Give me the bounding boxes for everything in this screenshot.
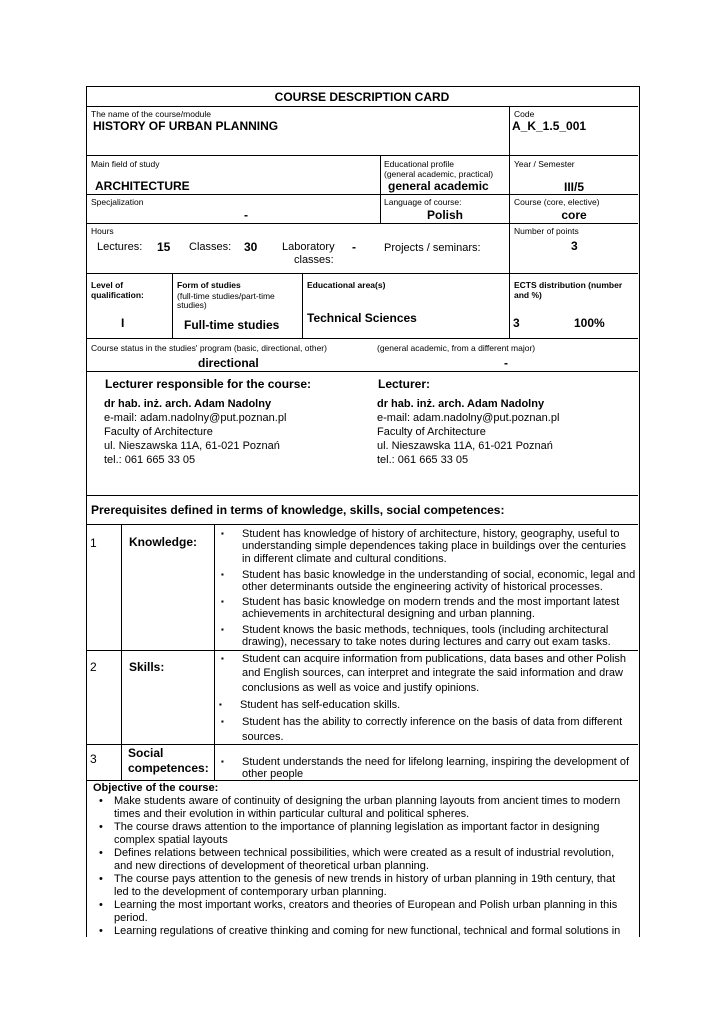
lecturer-responsible-phone: tel.: 061 665 33 05 [104, 454, 196, 466]
form-value: Full-time studies [184, 318, 280, 332]
divider [86, 371, 638, 372]
row-number: 1 [90, 536, 97, 550]
status-value: directional [198, 356, 259, 370]
lecturer-responsible-email: e-mail: adam.nadolny@put.poznan.pl [104, 412, 287, 424]
social-item-1: Student understands the need for lifelong learning, inspiring the development of [242, 756, 630, 768]
card-title: COURSE DESCRIPTION CARD [274, 90, 450, 104]
language-value: Polish [427, 208, 464, 222]
knowledge-item-3-line: achievements in architectural designing and urban planning. [242, 608, 535, 620]
lecturer-email: e-mail: adam.nadolny@put.poznan.pl [377, 412, 560, 424]
lecturer-heading: Lecturer: [378, 377, 431, 391]
bullet-icon: • [99, 795, 103, 807]
bullet-icon: ▪ [221, 570, 224, 579]
divider [302, 273, 303, 338]
laboratory-label: Laboratory [282, 241, 335, 253]
social-item-1-line: other people [242, 768, 304, 780]
ects-value: 3 [513, 316, 520, 330]
projects-label: Projects / seminars: [384, 242, 481, 254]
language-label: Language of course: [384, 197, 462, 207]
objective-item-2-line: complex spatial layouts [114, 834, 228, 846]
level-label: Level of [91, 280, 124, 290]
divider [172, 273, 173, 338]
bullet-icon: • [99, 821, 103, 833]
lecturer-responsible-name: dr hab. inż. arch. Adam Nadolny [104, 398, 272, 410]
knowledge-item-1-line: in different climate and cultural conditions. [242, 553, 447, 565]
classes-label: Classes: [189, 241, 232, 253]
area-value: Technical Sciences [307, 311, 417, 325]
skills-item-1-line: and English sources, can interpret and integrate the said information and draw [242, 667, 623, 679]
ects-label-2: and %) [514, 290, 542, 300]
bullet-icon: • [99, 847, 103, 859]
bullet-icon: ▪ [221, 757, 224, 766]
objective-item-5-line: period. [114, 912, 148, 924]
objective-item-2: The course draws attention to the importance of planning legislation as important factor in designing [114, 821, 600, 833]
level-value: I [121, 316, 125, 330]
course-name: HISTORY OF URBAN PLANNING [93, 119, 279, 133]
knowledge-item-3: Student has basic knowledge on modern trends and the most important latest [242, 596, 620, 608]
divider [86, 194, 638, 195]
year-label: Year / Semester [514, 159, 575, 169]
field-label: Main field of study [91, 159, 160, 169]
profile-value: general academic [388, 179, 489, 193]
code-label: Code [514, 109, 535, 119]
divider [509, 106, 510, 338]
bullet-icon: ▪ [221, 717, 224, 726]
divider [86, 495, 638, 496]
social-label-2: competences: [128, 761, 209, 775]
knowledge-item-1-line: understanding simple dependences taking place in buildings over the centuries [242, 540, 627, 552]
status-other-label: (general academic, from a different major) [377, 343, 536, 353]
lecturer-responsible-heading: Lecturer responsible for the course: [105, 377, 312, 391]
objective-item-5: Learning the most important works, creators and theories of European and Polish urban planning in this [114, 899, 618, 911]
skills-item-3: Student has the ability to correctly inference on the basis of data from different [242, 716, 623, 728]
laboratory-label-2: classes: [294, 254, 334, 266]
laboratory-value: - [352, 240, 356, 254]
divider [86, 155, 638, 156]
lecturer-faculty: Faculty of Architecture [377, 426, 486, 438]
classes-value: 30 [244, 240, 258, 254]
social-label: Social [128, 746, 164, 760]
divider [86, 650, 638, 651]
points-label: Number of points [514, 226, 579, 236]
form-label: Form of studies [177, 280, 241, 290]
profile-hint: (general academic, practical) [384, 169, 494, 179]
bullet-icon: ▪ [221, 529, 224, 538]
course-type-value: core [561, 208, 587, 222]
divider [214, 524, 215, 780]
ects-label: ECTS distribution (number [514, 280, 623, 290]
divider [86, 524, 638, 525]
knowledge-item-4-line: drawing), necessary to take notes during lectures and carry out exam tasks. [242, 636, 611, 648]
bullet-icon: • [99, 925, 103, 937]
knowledge-label: Knowledge: [129, 535, 197, 549]
objective-item-1-line: times and their evolution in within particular cultural and political spheres. [114, 808, 470, 820]
bullet-icon: ▪ [219, 700, 222, 709]
points-value: 3 [571, 239, 578, 253]
skills-label: Skills: [129, 660, 165, 674]
lectures-value: 15 [157, 240, 171, 254]
level-label-2: qualification: [91, 290, 144, 300]
row-number: 2 [90, 660, 97, 674]
skills-item-3-line: sources. [242, 731, 284, 743]
skills-item-1-line: conclusions as well as voice and justify opinions. [242, 682, 480, 694]
status-label: Course status in the studies' program (basic, directional, other) [91, 343, 327, 353]
hours-label: Hours [91, 226, 114, 236]
knowledge-item-1: Student has knowledge of history of architecture, history, geography, useful to [242, 528, 620, 540]
row-number: 3 [90, 752, 97, 766]
lectures-label: Lectures: [97, 241, 143, 253]
spec-value: - [244, 208, 248, 222]
divider [380, 155, 381, 223]
divider [86, 744, 638, 745]
area-label: Educational area(s) [307, 280, 386, 290]
lecturer-address: ul. Nieszawska 11A, 61-021 Poznań [377, 440, 553, 452]
form-hint-2: studies) [177, 300, 207, 310]
bullet-icon: ▪ [221, 625, 224, 634]
divider [86, 273, 638, 274]
spec-label: Specjalization [91, 197, 144, 207]
bullet-icon: ▪ [221, 597, 224, 606]
knowledge-item-4: Student knows the basic methods, techniques, tools (including architectural [242, 624, 609, 636]
course-type-label: Course (core, elective) [514, 197, 600, 207]
objective-item-4: The course pays attention to the genesis of new trends in history of urban planning in 19th century, that [114, 873, 616, 885]
bullet-icon: • [99, 899, 103, 911]
lecturer-phone: tel.: 061 665 33 05 [377, 454, 469, 466]
course-code: A_K_1.5_001 [512, 119, 587, 133]
knowledge-item-2-line: other determinants outside the engineering activity of historical processes. [242, 581, 603, 593]
divider [86, 780, 638, 781]
objective-item-3: Defines relations between technical possibilities, which were created as a result of industrial revolution, [114, 847, 615, 859]
status-other-value: - [504, 356, 508, 370]
objective-item-6: Learning regulations of creative thinking and coming for new functional, technical and formal solutions in [114, 925, 621, 937]
prerequisites-heading: Prerequisites defined in terms of knowledge, skills, social competences: [91, 503, 505, 517]
divider [121, 524, 122, 780]
skills-item-1: Student can acquire information from publications, data bases and other Polish [242, 653, 627, 665]
objective-heading: Objective of the course: [93, 782, 219, 794]
objective-item-1: Make students aware of continuity of designing the urban planning layouts from ancient times to modern [114, 795, 621, 807]
profile-label: Educational profile [384, 159, 454, 169]
divider [86, 223, 638, 224]
lecturer-responsible-address: ul. Nieszawska 11A, 61-021 Poznań [104, 440, 280, 452]
lecturer-name: dr hab. inż. arch. Adam Nadolny [377, 398, 545, 410]
ects-percent: 100% [574, 316, 605, 330]
year-value: III/5 [563, 180, 584, 194]
bullet-icon: • [99, 873, 103, 885]
field-value: ARCHITECTURE [95, 179, 190, 193]
skills-item-2: Student has self-education skills. [240, 699, 401, 711]
divider [86, 338, 638, 339]
bullet-icon: ▪ [221, 654, 224, 663]
objective-item-3-line: and new directions of development of theoretical urban planning. [114, 860, 429, 872]
divider [86, 106, 638, 107]
course-name-label: The name of the course/module [91, 109, 212, 119]
knowledge-item-2: Student has basic knowledge in the understanding of social, economic, legal and [242, 569, 636, 581]
lecturer-responsible-faculty: Faculty of Architecture [104, 426, 213, 438]
objective-item-4-line: led to the development of contemporary urban planning. [114, 886, 387, 898]
form-hint: (full-time studies/part-time [177, 291, 275, 301]
